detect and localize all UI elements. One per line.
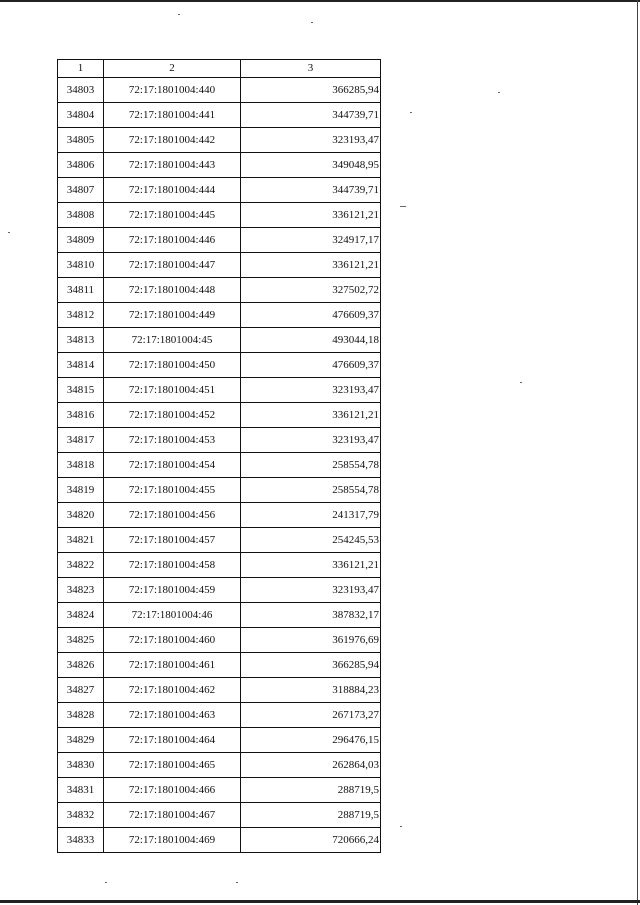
table-row: [58, 503, 381, 528]
page-top-border: [0, 0, 640, 2]
cadastral-code-cell: 72:17:1801004:443: [104, 153, 241, 178]
page-right-border: [637, 0, 638, 905]
cadastral-code-cell: 72:17:1801004:466: [104, 778, 241, 803]
table-row: [58, 778, 381, 803]
scan-speck: [400, 206, 406, 207]
row-number-cell: 34828: [58, 703, 104, 728]
table-header-row: [58, 60, 381, 78]
cadastral-code-cell: 72:17:1801004:442: [104, 128, 241, 153]
row-number-cell: 34833: [58, 828, 104, 853]
value-cell: 324917,17: [241, 228, 381, 253]
table-row: [58, 253, 381, 278]
cadastral-code-cell: 72:17:1801004:445: [104, 203, 241, 228]
cadastral-code-cell: 72:17:1801004:446: [104, 228, 241, 253]
table-row: [58, 678, 381, 703]
cadastral-code-cell: 72:17:1801004:456: [104, 503, 241, 528]
cadastral-code-cell: 72:17:1801004:462: [104, 678, 241, 703]
table-row: [58, 603, 381, 628]
scan-speck: [400, 826, 402, 827]
cadastral-code-cell: 72:17:1801004:464: [104, 728, 241, 753]
column-header-cadastral-code: 2: [104, 60, 241, 78]
table-row: [58, 303, 381, 328]
table-row: [58, 378, 381, 403]
value-cell: 258554,78: [241, 453, 381, 478]
scan-speck: [178, 14, 180, 15]
value-cell: 344739,71: [241, 103, 381, 128]
cadastral-code-cell: 72:17:1801004:459: [104, 578, 241, 603]
row-number-cell: 34827: [58, 678, 104, 703]
value-cell: 288719,5: [241, 803, 381, 828]
row-number-cell: 34832: [58, 803, 104, 828]
cadastral-value-table: [57, 59, 381, 853]
table-row: [58, 453, 381, 478]
table-row: [58, 278, 381, 303]
row-number-cell: 34824: [58, 603, 104, 628]
table-row: [58, 628, 381, 653]
value-cell: 323193,47: [241, 578, 381, 603]
table-row: [58, 703, 381, 728]
cadastral-code-cell: 72:17:1801004:444: [104, 178, 241, 203]
cadastral-code-cell: 72:17:1801004:465: [104, 753, 241, 778]
table-row: [58, 153, 381, 178]
value-cell: 720666,24: [241, 828, 381, 853]
row-number-cell: 34822: [58, 553, 104, 578]
row-number-cell: 34805: [58, 128, 104, 153]
cadastral-code-cell: 72:17:1801004:452: [104, 403, 241, 428]
value-cell: 366285,94: [241, 653, 381, 678]
row-number-cell: 34803: [58, 78, 104, 103]
value-cell: 318884,23: [241, 678, 381, 703]
table-row: [58, 753, 381, 778]
table-row: [58, 578, 381, 603]
cadastral-code-cell: 72:17:1801004:447: [104, 253, 241, 278]
row-number-cell: 34819: [58, 478, 104, 503]
table-row: [58, 178, 381, 203]
row-number-cell: 34811: [58, 278, 104, 303]
value-cell: 476609,37: [241, 303, 381, 328]
row-number-cell: 34823: [58, 578, 104, 603]
value-cell: 262864,03: [241, 753, 381, 778]
table-row: [58, 128, 381, 153]
row-number-cell: 34815: [58, 378, 104, 403]
cadastral-code-cell: 72:17:1801004:448: [104, 278, 241, 303]
table-row: [58, 553, 381, 578]
scan-speck: [410, 112, 412, 113]
table-row: [58, 328, 381, 353]
row-number-cell: 34821: [58, 528, 104, 553]
table-row: [58, 103, 381, 128]
row-number-cell: 34804: [58, 103, 104, 128]
row-number-cell: 34809: [58, 228, 104, 253]
table-row: [58, 403, 381, 428]
value-cell: 254245,53: [241, 528, 381, 553]
scan-speck: [105, 882, 107, 883]
value-cell: 476609,37: [241, 353, 381, 378]
table-row: [58, 803, 381, 828]
table-row: [58, 203, 381, 228]
row-number-cell: 34831: [58, 778, 104, 803]
cadastral-code-cell: 72:17:1801004:457: [104, 528, 241, 553]
row-number-cell: 34817: [58, 428, 104, 453]
value-cell: 288719,5: [241, 778, 381, 803]
row-number-cell: 34816: [58, 403, 104, 428]
cadastral-code-cell: 72:17:1801004:455: [104, 478, 241, 503]
row-number-cell: 34806: [58, 153, 104, 178]
value-cell: 336121,21: [241, 553, 381, 578]
row-number-cell: 34825: [58, 628, 104, 653]
cadastral-code-cell: 72:17:1801004:46: [104, 603, 241, 628]
table-row: [58, 428, 381, 453]
value-cell: 336121,21: [241, 253, 381, 278]
value-cell: 344739,71: [241, 178, 381, 203]
table-row: [58, 528, 381, 553]
value-cell: 296476,15: [241, 728, 381, 753]
cadastral-code-cell: 72:17:1801004:460: [104, 628, 241, 653]
column-header-number: 1: [58, 60, 104, 78]
table-row: [58, 228, 381, 253]
value-cell: 241317,79: [241, 503, 381, 528]
cadastral-code-cell: 72:17:1801004:469: [104, 828, 241, 853]
value-cell: 267173,27: [241, 703, 381, 728]
scan-speck: [236, 882, 238, 883]
cadastral-code-cell: 72:17:1801004:440: [104, 78, 241, 103]
row-number-cell: 34818: [58, 453, 104, 478]
value-cell: 258554,78: [241, 478, 381, 503]
cadastral-code-cell: 72:17:1801004:467: [104, 803, 241, 828]
row-number-cell: 34810: [58, 253, 104, 278]
table-row: [58, 478, 381, 503]
row-number-cell: 34808: [58, 203, 104, 228]
cadastral-code-cell: 72:17:1801004:450: [104, 353, 241, 378]
column-header-value: 3: [241, 60, 381, 78]
row-number-cell: 34807: [58, 178, 104, 203]
row-number-cell: 34829: [58, 728, 104, 753]
row-number-cell: 34814: [58, 353, 104, 378]
value-cell: 323193,47: [241, 428, 381, 453]
value-cell: 366285,94: [241, 78, 381, 103]
scan-speck: [8, 232, 10, 233]
scan-speck: [311, 22, 313, 23]
value-cell: 493044,18: [241, 328, 381, 353]
cadastral-code-cell: 72:17:1801004:453: [104, 428, 241, 453]
table-row: [58, 353, 381, 378]
scan-speck: [520, 382, 522, 383]
cadastral-code-cell: 72:17:1801004:454: [104, 453, 241, 478]
row-number-cell: 34813: [58, 328, 104, 353]
value-cell: 323193,47: [241, 128, 381, 153]
cadastral-code-cell: 72:17:1801004:461: [104, 653, 241, 678]
row-number-cell: 34830: [58, 753, 104, 778]
cadastral-code-cell: 72:17:1801004:451: [104, 378, 241, 403]
cadastral-code-cell: 72:17:1801004:458: [104, 553, 241, 578]
table-row: [58, 78, 381, 103]
value-cell: 327502,72: [241, 278, 381, 303]
scan-speck: [498, 92, 500, 93]
value-cell: 323193,47: [241, 378, 381, 403]
row-number-cell: 34826: [58, 653, 104, 678]
table-row: [58, 828, 381, 853]
value-cell: 361976,69: [241, 628, 381, 653]
table-row: [58, 728, 381, 753]
value-cell: 387832,17: [241, 603, 381, 628]
cadastral-code-cell: 72:17:1801004:441: [104, 103, 241, 128]
table-row: [58, 653, 381, 678]
value-cell: 349048,95: [241, 153, 381, 178]
cadastral-code-cell: 72:17:1801004:463: [104, 703, 241, 728]
cadastral-code-cell: 72:17:1801004:45: [104, 328, 241, 353]
row-number-cell: 34820: [58, 503, 104, 528]
value-cell: 336121,21: [241, 203, 381, 228]
value-cell: 336121,21: [241, 403, 381, 428]
cadastral-code-cell: 72:17:1801004:449: [104, 303, 241, 328]
row-number-cell: 34812: [58, 303, 104, 328]
page-bottom-border: [0, 900, 640, 903]
